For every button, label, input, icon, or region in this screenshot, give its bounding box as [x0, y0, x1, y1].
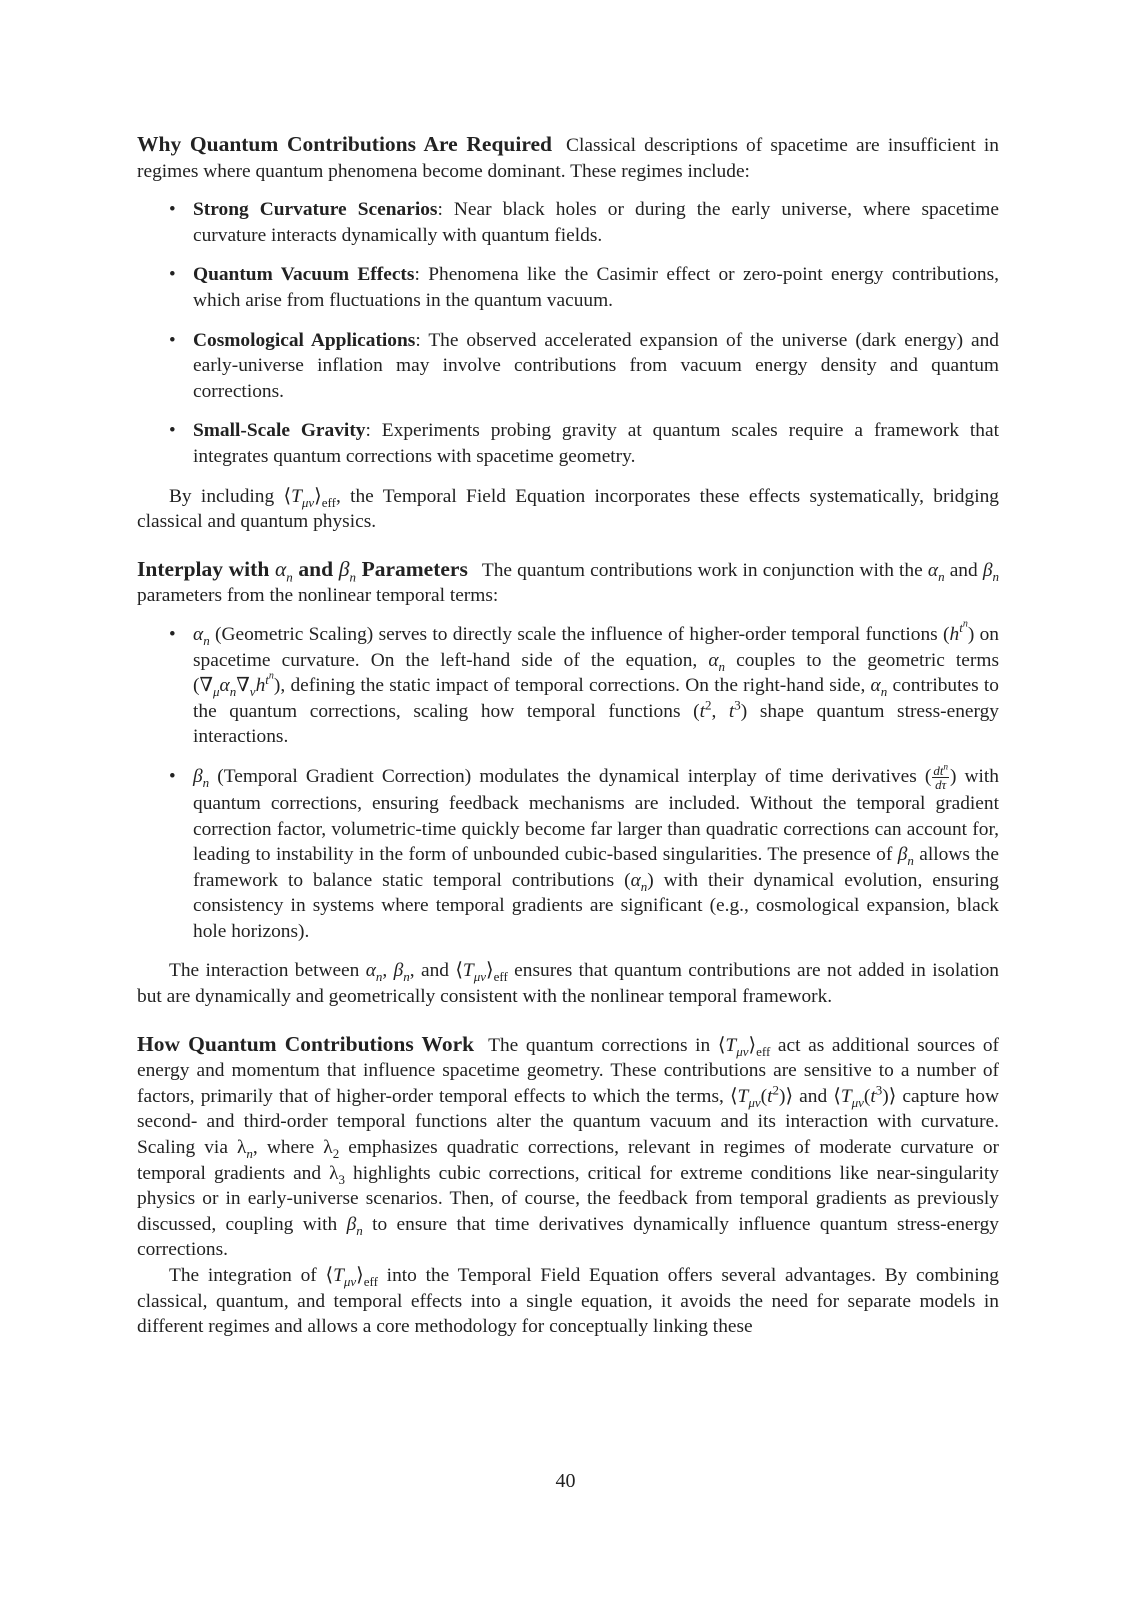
math-T-eff: $⟨T_{\mu\nu}⟩_{eff}$	[283, 485, 336, 510]
section-closing: The interaction between $\alpha_n$, $\beta_n$, and $⟨T_{\mu\nu}⟩_{eff}$ ensures that quantum contributions are not added in isolation but are dynamically and geometrically consistent with the nonlinear temporal framework.	[137, 960, 999, 1008]
section-intro: Why Quantum Contributions Are Required Classical descriptions of spacetime are insufficient in regimes where quantum phenomena become dominant. These regimes include:	[137, 132, 1000, 182]
list-item: • Small-Scale Gravity: Experiments probing gravity at quantum scales require a framework that integrates quantum corrections with spacetime geometry.	[193, 418, 999, 469]
section-paragraph: How Quantum Contributions Work The quantum corrections in $⟨T_{\mu\nu}⟩_{eff}$ act as additional sources of energy and momentum that influence spacetime geometry. These contributions are sensitive to a number of factors, primarily that of higher-order temporal effects to which the terms, $⟨T_{\mu\nu}(t^2)⟩$ and $⟨T_{\mu\nu}(t^3)⟩$ capture how second- and third-order temporal functions alter the quantum vacuum and its interaction with curvature. Scaling via $\lambda_n$, where $\lambda_2$ emphasizes quadratic corrections, relevant in regimes of moderate curvature or temporal gradients and $\lambda_3$ highlights cubic corrections, critical for extreme conditions like near-singularity physics or in early-universe scenarios. Then, of course, the feedback from temporal gradients as previously discussed, coupling with $\beta_n$ to ensure that time derivatives dynamically influence quantum stress-energy corrections.	[137, 1031, 1000, 1261]
list-item: • Strong Curvature Scenarios: Near black holes or during the early universe, where spacetime curvature interacts dynamically with quantum fields.	[193, 197, 999, 248]
section-closing: By including $⟨T_{\mu\nu}⟩_{eff}$, the Temporal Field Equation incorporates these effects systematically, bridging classical and quantum physics.	[137, 485, 999, 533]
section-interplay	[137, 557, 999, 1010]
section-heading: Why Quantum Contributions Are Required	[137, 132, 553, 156]
page-number: 40	[555, 1470, 576, 1492]
section-heading: Interplay with $\alpha_n$ and $\beta_n$ Parameters	[137, 556, 468, 585]
parameters-list	[137, 619, 999, 945]
section-how-quantum	[137, 1032, 999, 1340]
section-heading: How Quantum Contributions Work	[137, 1031, 475, 1056]
section-intro: Interplay with $\alpha_n$ and $\beta_n$ Parameters The quantum contributions work in conjunction with the $\alpha_n$ and $\beta_n$ parameters from the nonlinear temporal terms:	[137, 556, 999, 607]
section-paragraph: The integration of $⟨T_{\mu\nu}⟩_{eff}$ into the Temporal Field Equation offers several advantages. By combining classical, quantum, and temporal effects into a single equation, it avoids the need for separate models in different regimes and allows a core methodology for conceptually linking these	[137, 1265, 1000, 1338]
list-item: • $\beta_n$ (Temporal Gradient Correction) modulates the dynamical interplay of time derivatives ( $\frac{dt^n}{d\tau}$ ) with quantum corrections, ensuring feedback mechanisms are included. Without the temporal gradient correction factor, volumetric-time quickly become far larger than quadratic corrections can account for, leading to instability in the form of unbounded cubic-based singularities. The presence of $\beta_n$ allows the framework to balance static temporal contributions $(\alpha_n)$ with their dynamical evolution, ensuring consistency in systems where temporal gradients are significant (e.g., cosmological expansion, black hole horizons).	[193, 764, 999, 945]
math-fraction: $\frac{dt^n}{d\tau}$	[933, 761, 948, 792]
list-item: • $\alpha_n$ (Geometric Scaling) serves to directly scale the influence of higher-order temporal functions $(h^{t^n})$ on spacetime curvature. On the left-hand side of the equation, $\alpha_n$ couples to the geometric terms $(\nabla_\mu\alpha_n\nabla_\nu h^{t^n})$, defining the static impact of temporal corrections. On the right-hand side, $\alpha_n$ contributes to the quantum corrections, scaling how temporal functions ($t^2$, $t^3$) shape quantum stress-energy interactions.	[193, 622, 999, 750]
regimes-list	[137, 197, 999, 469]
list-item: • Cosmological Applications: The observed accelerated expansion of the universe (dark energy) and early-universe inflation may involve contributions from vacuum energy density and quantum corrections.	[193, 328, 999, 405]
section-why-quantum	[137, 132, 999, 535]
page-body	[137, 132, 999, 1340]
list-item: • Quantum Vacuum Effects: Phenomena like the Casimir effect or zero-point energy contributions, which arise from fluctuations in the quantum vacuum.	[193, 262, 999, 313]
